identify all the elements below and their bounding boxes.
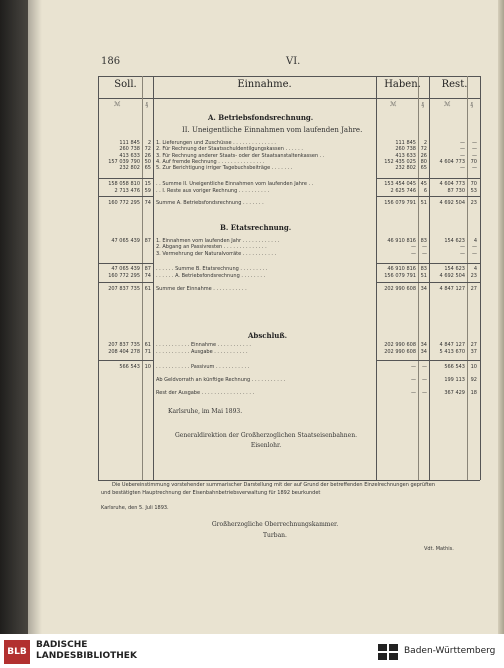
cell-rest-p: 70 (470, 181, 477, 187)
section-subtitle-a: II. Uneigentliche Einnahmen vom laufenden Jahre. (182, 126, 363, 134)
cell-text: 2. Für Rechnung der Staatsschuldentilgungskassen . . . . . . (156, 146, 303, 153)
cell-soll-p: 87 (144, 238, 151, 244)
cell-text: 4. Auf fremde Rechnung . . . . . . . . . . . . . . . (156, 158, 265, 165)
cell-text: . . I. Reste aus voriger Rechnung . . . . . . . . . . (156, 188, 270, 194)
table-bottom-rule (98, 480, 480, 481)
cell-soll-m: 207 837 735 (108, 286, 140, 292)
sum-rule (98, 282, 153, 283)
cell-soll-m: 160 772 295 (108, 200, 140, 206)
col-line (153, 76, 154, 480)
cell-haben-p: 2 (423, 140, 427, 146)
signature-place-date: Karlsruhe, im Mai 1893. (168, 408, 243, 415)
cell-soll-m: 260 738 (119, 146, 140, 153)
cell-text: 5. Zur Berichtigung irriger Tagebuchsbeiträge . . . . . . . (156, 165, 293, 172)
sum-rule (98, 196, 153, 197)
cell-text: Rest der Ausgabe . . . . . . . . . . . . . . . . . (156, 390, 255, 396)
cell-rest-m: 154 623 (444, 266, 465, 272)
cell-soll-p: 72 (144, 146, 151, 153)
cell-rest-p: 23 (470, 273, 477, 279)
cell-text: Summe A. Betriebsfondsrechnung . . . . . . . (156, 200, 264, 206)
cell-haben-p: 34 (420, 342, 427, 348)
cell-haben-m: 260 738 (395, 146, 416, 153)
cell-haben-p: 26 (420, 152, 427, 159)
cell-haben-p: 34 (420, 349, 427, 355)
sum-rule (376, 196, 480, 197)
book-binding (0, 0, 30, 634)
cell-haben-m: — (411, 250, 416, 257)
cell-rest-p: — (472, 165, 477, 172)
cell-text: . . . . . . Summe B. Etatsrechnung . . . . . . . . . (156, 266, 268, 272)
cell-rest-m: 4 692 504 (439, 273, 465, 279)
cell-haben-p: — (422, 390, 427, 396)
cell-haben-m: 2 625 746 (390, 188, 416, 194)
cell-haben-m: 413 633 (395, 152, 416, 159)
cell-rest-m: 199 113 (444, 377, 465, 383)
cell-rest-p: — (472, 244, 477, 251)
cell-text: . . . . . . . . . . . Ausgabe . . . . . . . . . . . (156, 349, 248, 355)
cell-haben-p: — (422, 364, 427, 370)
sum-rule (98, 178, 153, 179)
cell-haben-m: 202 990 608 (384, 342, 416, 348)
sum-rule (376, 263, 480, 264)
cell-haben-m: 46 910 816 (387, 238, 416, 244)
cell-haben-m: 232 802 (395, 165, 416, 172)
cell-text: . . . . . . A. Betriebsfondsrechnung . . . . . . . . (156, 273, 266, 279)
unit-pf: ₰ (421, 101, 424, 108)
cell-rest-m: 4 847 127 (439, 342, 465, 348)
cell-rest-p: — (472, 152, 477, 159)
cell-haben-p: — (422, 377, 427, 383)
cell-haben-p: 72 (420, 146, 427, 153)
bw-lions-icon (376, 640, 400, 664)
cell-haben-m: 202 990 608 (384, 349, 416, 355)
cell-rest-p: — (472, 140, 477, 146)
header-rule (98, 98, 480, 99)
cell-soll-p: 2 (147, 140, 151, 146)
cell-haben-m: 111 845 (395, 140, 416, 146)
cell-soll-m: 208 404 278 (108, 349, 140, 355)
cell-haben-m: 153 454 045 (384, 181, 416, 187)
section-title-a: A. Betriebsfondsrechnung. (208, 113, 314, 122)
col-header-soll: Soll. (114, 79, 137, 90)
cell-soll-p: 15 (144, 181, 151, 187)
cell-haben-m: — (411, 364, 416, 370)
sum-rule (98, 263, 153, 264)
col-line (480, 76, 481, 480)
cell-rest-m: 566 543 (444, 364, 465, 370)
chamber-signature: Turban. (263, 532, 287, 539)
cell-haben-m: 46 910 816 (387, 266, 416, 272)
cell-soll-m: 413 633 (119, 152, 140, 159)
cell-haben-m: — (411, 390, 416, 396)
cell-haben-m: — (411, 377, 416, 383)
cell-soll-m: 566 543 (119, 364, 140, 370)
cell-rest-m: 87 730 (447, 188, 465, 194)
vdt-signature: Vdt. Mathis. (424, 546, 454, 552)
blb-line-2: LANDESBIBLIOTHEK (36, 651, 137, 661)
cell-haben-p: — (422, 250, 427, 257)
cell-text: . . Summe II. Uneigentliche Einnahmen vom laufenden Jahre . . (156, 181, 314, 187)
unit-pf: ₰ (145, 101, 148, 108)
cell-haben-p: 45 (420, 181, 427, 187)
cell-rest-m: — (460, 165, 465, 172)
cell-soll-m: 47 065 439 (111, 266, 140, 272)
unit-mark: ℳ (390, 101, 397, 108)
cell-soll-p: 74 (144, 200, 151, 206)
cell-rest-p: 18 (470, 390, 477, 396)
page-gutter-shadow (28, 0, 42, 634)
cell-haben-p: 51 (420, 200, 427, 206)
cell-rest-p: — (472, 146, 477, 153)
cell-rest-p: 4 (473, 238, 477, 244)
cell-rest-p: 37 (470, 349, 477, 355)
cell-soll-m: 157 039 790 (108, 158, 140, 165)
signature-authority: Generaldirektion der Großherzoglichen Staatseisenbahnen. (175, 432, 357, 439)
cell-rest-m: — (460, 250, 465, 257)
cell-rest-m: 4 604 773 (439, 181, 465, 187)
table-top-rule (98, 76, 480, 77)
col-header-haben: Haben. (384, 79, 421, 90)
page-number: 186 (101, 56, 121, 67)
cell-soll-m: 2 713 476 (114, 188, 140, 194)
unit-mark: ℳ (444, 101, 451, 108)
cell-soll-m: 232 802 (119, 165, 140, 172)
cell-text: 3. Für Rechnung anderer Staats- oder der Staatsanstaltenkassen . . (156, 152, 325, 159)
cell-haben-m: — (411, 244, 416, 251)
col-header-rest: Rest. (441, 79, 468, 90)
blb-wordmark[interactable] (36, 640, 137, 662)
cell-rest-m: — (460, 244, 465, 251)
cell-haben-p: 34 (420, 286, 427, 292)
cell-haben-p: 65 (420, 165, 427, 172)
cell-rest-m: — (460, 146, 465, 153)
running-title: VI. (286, 56, 301, 67)
cell-text: Summe der Einnahme . . . . . . . . . . . (156, 286, 247, 292)
cell-haben-m: 156 079 791 (384, 273, 416, 279)
cell-text: 3. Vermehrung der Naturalvorräte . . . . . . . . . . . (156, 250, 277, 257)
cell-text: 1. Einnahmen vom laufenden Jahr . . . . . . . . . . . . (156, 238, 280, 244)
cell-rest-m: 367 429 (444, 390, 465, 396)
cell-haben-m: 152 435 025 (384, 158, 416, 165)
cell-soll-p: 74 (144, 273, 151, 279)
cell-rest-p: 92 (470, 377, 477, 383)
cell-rest-p: 4 (473, 266, 477, 272)
cell-rest-p: 23 (470, 200, 477, 206)
cell-haben-p: 83 (420, 266, 427, 272)
cell-soll-m: 158 058 810 (108, 181, 140, 187)
cell-soll-m: 111 845 (119, 140, 140, 146)
section-title-c: Abschluß. (248, 331, 288, 340)
cell-haben-p: 6 (423, 188, 427, 194)
cell-rest-p: 27 (470, 342, 477, 348)
ledger-table (98, 76, 480, 480)
signature-name: Eisenlohr. (250, 442, 282, 449)
cell-text: Ab Geldvorrath an künftige Rechnung . . . . . . . . . . . (156, 377, 286, 383)
cell-soll-m: 160 772 295 (108, 273, 140, 279)
unit-mark: ℳ (114, 101, 121, 108)
cell-haben-p: — (422, 244, 427, 251)
cell-rest-m: 4 604 773 (439, 158, 465, 165)
page-edge (498, 0, 504, 634)
cell-rest-p: 70 (470, 158, 477, 165)
cell-rest-m: — (460, 152, 465, 159)
cell-soll-p: 87 (144, 266, 151, 272)
cell-haben-m: 156 079 791 (384, 200, 416, 206)
cell-text: . . . . . . . . . . . Passivum . . . . . . . . . . . (156, 364, 250, 370)
chamber-name: Großherzogliche Oberrechnungskammer. (211, 521, 339, 528)
cell-soll-p: 26 (144, 152, 151, 159)
blb-line-1: BADISCHE (36, 640, 88, 650)
cell-soll-m: 207 837 735 (108, 342, 140, 348)
certification-line-2: und bestätigten Hauptrechnung der Eisenbahnbetriebsverwaltung für 1892 beurkundet (101, 490, 321, 496)
certification-line-1: Die Uebereinstimmung vorstehender summarischer Darstellung mit der auf Grund der betreffenden Einzelrechnungen geprüften (112, 482, 435, 488)
cell-soll-p: 61 (144, 286, 151, 292)
cell-haben-p: 83 (420, 238, 427, 244)
cell-text: . . . . . . . . . . . Einnahme . . . . . . . . . . . (156, 342, 251, 348)
cell-soll-p: 71 (144, 349, 151, 355)
sum-rule (98, 360, 153, 361)
cell-soll-p: 65 (144, 165, 151, 172)
sum-rule (376, 178, 480, 179)
sum-rule (376, 282, 480, 283)
blb-logo[interactable]: BLB (4, 640, 30, 664)
cell-rest-p: 53 (470, 188, 477, 194)
bw-wordmark[interactable]: Baden-Württemberg (404, 646, 496, 656)
cell-rest-m: 4 847 127 (439, 286, 465, 292)
cell-text: 1. Lieferungen und Zuschüsse . . . . . . . . . . . . . . (156, 140, 277, 146)
cell-haben-p: 80 (420, 158, 427, 165)
section-title-b: B. Etatsrechnung. (220, 223, 292, 232)
cell-text: 2. Abgang an Passivresten . . . . . . . . . . . . . . (156, 244, 267, 251)
certification-date: Karlsruhe, den 5. Juli 1893. (101, 505, 169, 511)
cell-soll-m: 47 065 439 (111, 238, 140, 244)
cell-soll-p: 61 (144, 342, 151, 348)
unit-pf: ₰ (470, 101, 473, 108)
cell-soll-p: 50 (144, 158, 151, 165)
cell-rest-m: 4 692 504 (439, 200, 465, 206)
col-header-einnahme: Einnahme. (237, 79, 292, 90)
cell-rest-p: — (472, 250, 477, 257)
cell-haben-m: 202 990 608 (384, 286, 416, 292)
cell-rest-p: 10 (470, 364, 477, 370)
cell-rest-m: 5 413 670 (439, 349, 465, 355)
cell-soll-p: 59 (144, 188, 151, 194)
cell-soll-p: 10 (144, 364, 151, 370)
cell-rest-m: 154 623 (444, 238, 465, 244)
sum-rule (376, 360, 480, 361)
cell-rest-p: 27 (470, 286, 477, 292)
cell-rest-m: — (460, 140, 465, 146)
cell-haben-p: 51 (420, 273, 427, 279)
